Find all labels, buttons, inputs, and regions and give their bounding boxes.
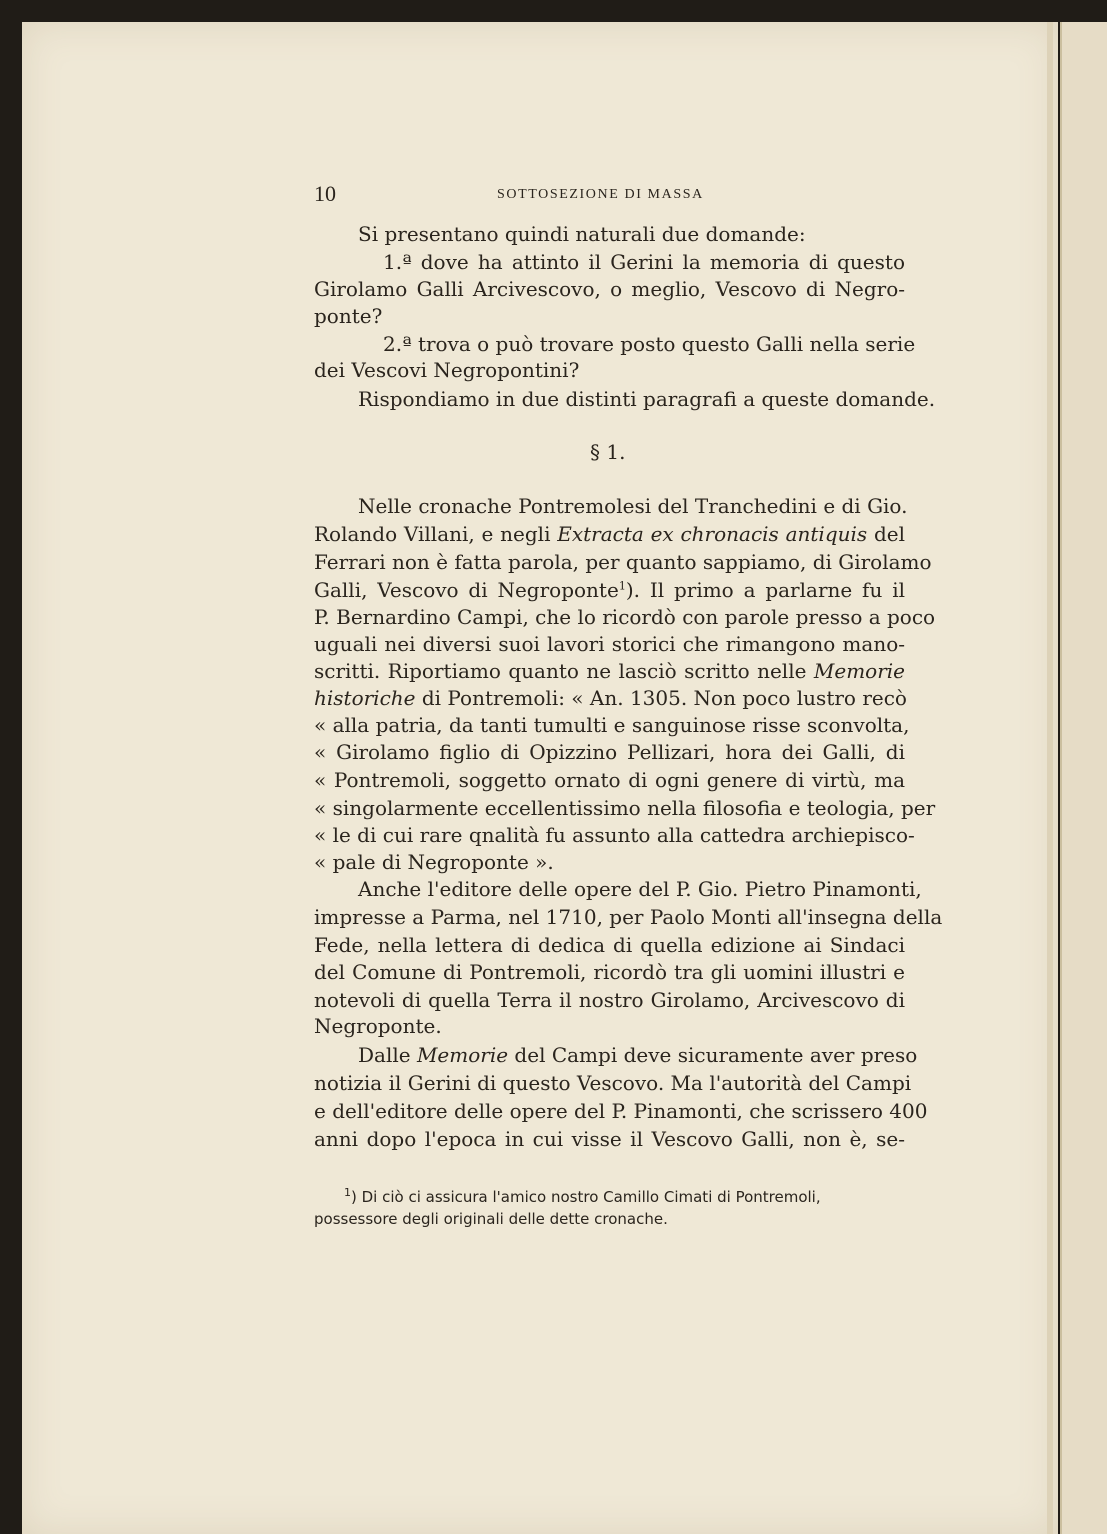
text-line: Negroponte. (314, 1014, 442, 1038)
text-line: 1.ª dove ha attinto il Gerini la memoria di questo (383, 250, 905, 274)
text-line: e dell'editore delle opere del P. Pinamonti, che scrissero 400 (314, 1099, 928, 1123)
text-line (314, 659, 905, 683)
text-line: Si presentano quindi naturali due domande: (358, 222, 806, 246)
text-line: notevoli di quella Terra il nostro Girolamo, Arcivescovo di (314, 988, 905, 1012)
text-line (314, 522, 905, 546)
text-line: anni dopo l'epoca in cui visse il Vescovo Galli, non è, se- (314, 1127, 905, 1151)
section-heading: § 1. (590, 440, 626, 464)
text-line: Rispondiamo in due distinti paragrafi a queste domande. (358, 387, 936, 411)
text-span: Dalle (358, 1043, 417, 1067)
text-line: 2.ª trova o può trovare posto questo Galli nella serie (383, 332, 916, 356)
italic-title: Memorie (813, 659, 905, 683)
text-line: uguali nei diversi suoi lavori storici che rimangono mano- (314, 632, 905, 656)
footnote-marker: 1 (344, 1186, 351, 1199)
page-number: 10 (314, 181, 336, 206)
text-line: « singolarmente eccellentissimo nella filosofia e teologia, per (314, 796, 936, 820)
next-page-edge (1060, 22, 1107, 1534)
text-line: del Comune di Pontremoli, ricordò tra gli uomini illustri e (314, 960, 905, 984)
text-line: « pale di Negroponte ». (314, 850, 554, 874)
text-span: del Campi deve sicuramente aver preso (508, 1043, 918, 1067)
text-line (314, 578, 905, 602)
text-line: « alla patria, da tanti tumulti e sanguinose risse sconvolta, (314, 713, 910, 737)
text-span: del (867, 522, 905, 546)
footnote-line: possessore degli originali delle dette cronache. (314, 1210, 668, 1228)
footnote-text: ) Di ciò ci assicura l'amico nostro Camillo Cimati di Pontremoli, (351, 1188, 821, 1206)
text-span: di Pontremoli: « An. 1305. Non poco lustro recò (415, 686, 907, 710)
text-line (358, 1043, 918, 1067)
text-line: « Pontremoli, soggetto ornato di ogni genere di virtù, ma (314, 768, 905, 792)
text-line: dei Vescovi Negropontini? (314, 358, 580, 382)
text-line: « le di cui rare qnalità fu assunto alla cattedra archiepisco- (314, 823, 915, 847)
text-line: notizia il Gerini di questo Vescovo. Ma l'autorità del Campi (314, 1071, 912, 1095)
footnote-line (344, 1186, 905, 1208)
text-line: Anche l'editore delle opere del P. Gio. Pietro Pinamonti, (358, 877, 922, 901)
text-line (314, 686, 905, 710)
running-title: SOTTOSEZIONE DI MASSA (497, 187, 704, 202)
italic-title: Memorie (416, 1043, 509, 1067)
text-line: Girolamo Galli Arcivescovo, o meglio, Vescovo di Negro- (314, 277, 905, 301)
text-span: Galli, Vescovo di Negroponte (314, 578, 619, 602)
italic-title: historiche (314, 686, 416, 710)
text-line: P. Bernardino Campi, che lo ricordò con parole presso a poco (314, 605, 936, 629)
page-gutter (1047, 22, 1053, 1534)
text-line: « Girolamo figlio di Opizzino Pellizari, hora dei Galli, di (314, 740, 905, 764)
text-line: Ferrari non è fatta parola, per quanto sappiamo, di Girolamo (314, 550, 932, 574)
text-span: scritti. Riportiamo quanto ne lasciò scritto nelle (314, 659, 814, 683)
text-line: ponte? (314, 304, 383, 328)
text-span: ). Il primo a parlarne fu il (625, 578, 905, 602)
footnote-ref: 1 (618, 579, 626, 593)
italic-title: Extracta ex chronacis antiquis (557, 522, 868, 546)
text-span: Rolando Villani, e negli (314, 522, 558, 546)
text-line: Nelle cronache Pontremolesi del Tranchedini e di Gio. (358, 494, 908, 518)
text-line: Fede, nella lettera di dedica di quella edizione ai Sindaci (314, 933, 905, 957)
text-line: impresse a Parma, nel 1710, per Paolo Monti all'insegna della (314, 905, 943, 929)
